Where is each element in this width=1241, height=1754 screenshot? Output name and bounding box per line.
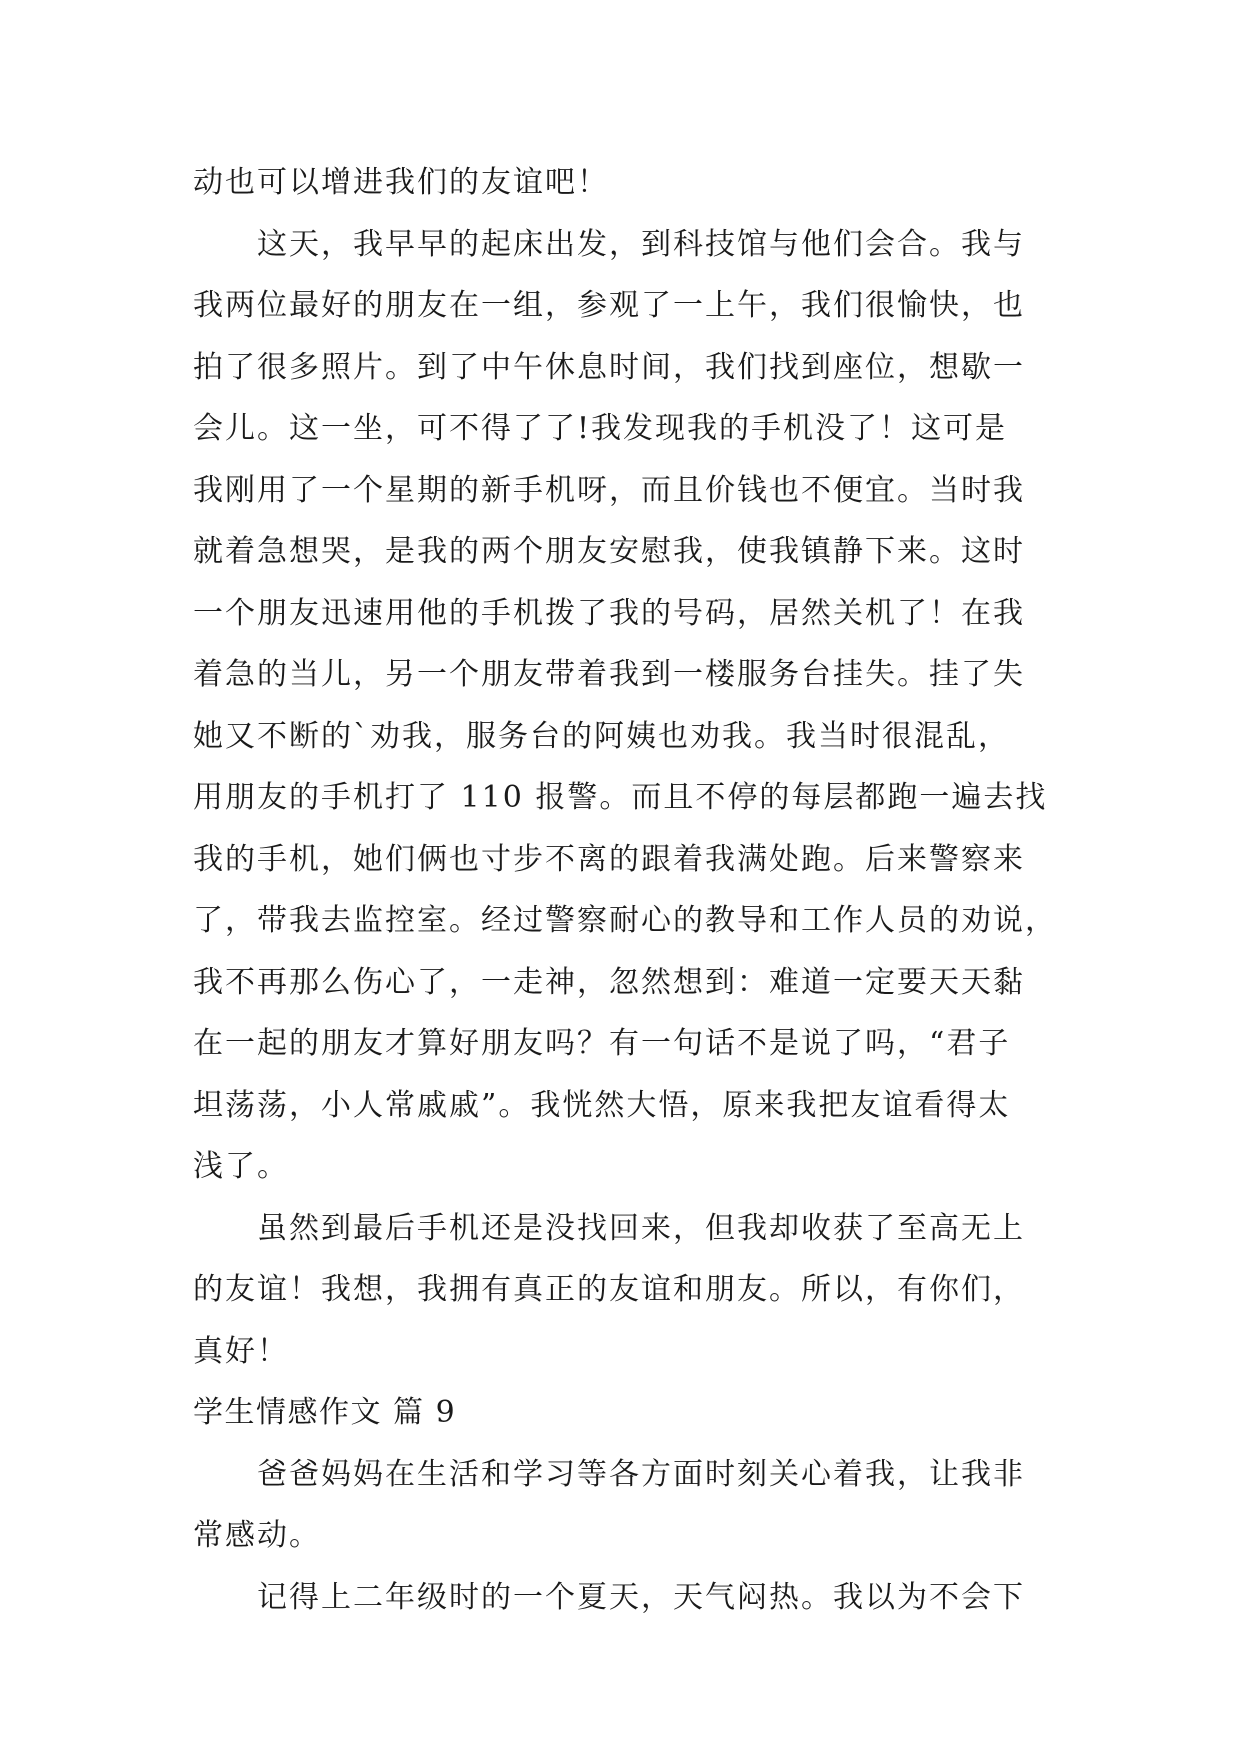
text-line: 真好！ [193,1333,289,1369]
text-line: 我两位最好的朋友在一组，参观了一上午，我们很愉快，也 [193,288,1025,323]
text-line: 我的手机，她们俩也寸步不离的跟着我满处跑。后来警察来 [193,841,1025,877]
text-line: 虽然到最后手机还是没找回来，但我却收获了至高无上 [257,1210,1025,1246]
text-line: 用朋友的手机打了 110 报警。而且不停的每层都跑一遍去找 [193,780,1048,815]
text-line: 动也可以增进我们的友谊吧！ [193,165,609,200]
text-line: 在一起的朋友才算好朋友吗？有一句话不是说了吗，“君子 [193,1026,1011,1061]
text-line: 的友谊！我想，我拥有真正的友谊和朋友。所以，有你们， [193,1272,1025,1307]
text-line: 常感动。 [193,1518,321,1553]
text-line: 着急的当儿，另一个朋友带着我到一楼服务台挂失。挂了失 [193,657,1025,692]
text-line: 了，带我去监控室。经过警察耐心的教导和工作人员的劝说， [193,903,1057,938]
text-line: 浅了。 [193,1149,289,1184]
text-line: 这天，我早早的起床出发，到科技馆与他们会合。我与 [257,226,1025,262]
text-line: 就着急想哭，是我的两个朋友安慰我，使我镇静下来。这时 [193,534,1025,569]
text-line: 一个朋友迅速用他的手机拨了我的号码，居然关机了！在我 [193,595,1025,631]
text-line: 爸爸妈妈在生活和学习等各方面时刻关心着我，让我非 [257,1456,1025,1492]
text-line: 坦荡荡，小人常戚戚”。我恍然大悟，原来我把友谊看得太 [193,1087,1011,1123]
text-line: 记得上二年级时的一个夏天，天气闷热。我以为不会下 [257,1579,1025,1615]
text-line: 会儿。这一坐，可不得了了!我发现我的手机没了！这可是 [193,411,1008,446]
text-line: 拍了很多照片。到了中午休息时间，我们找到座位，想歇一 [193,349,1025,385]
text-line: 我刚用了一个星期的新手机呀，而且价钱也不便宜。当时我 [193,472,1025,508]
text-line: 我不再那么伤心了，一走神，忽然想到：难道一定要天天黏 [193,964,1025,1000]
text-line: 她又不断的`劝我，服务台的阿姨也劝我。我当时很混乱， [193,718,1010,754]
section-heading: 学生情感作文 篇 9 [193,1395,457,1430]
document-body [193,152,1063,1628]
